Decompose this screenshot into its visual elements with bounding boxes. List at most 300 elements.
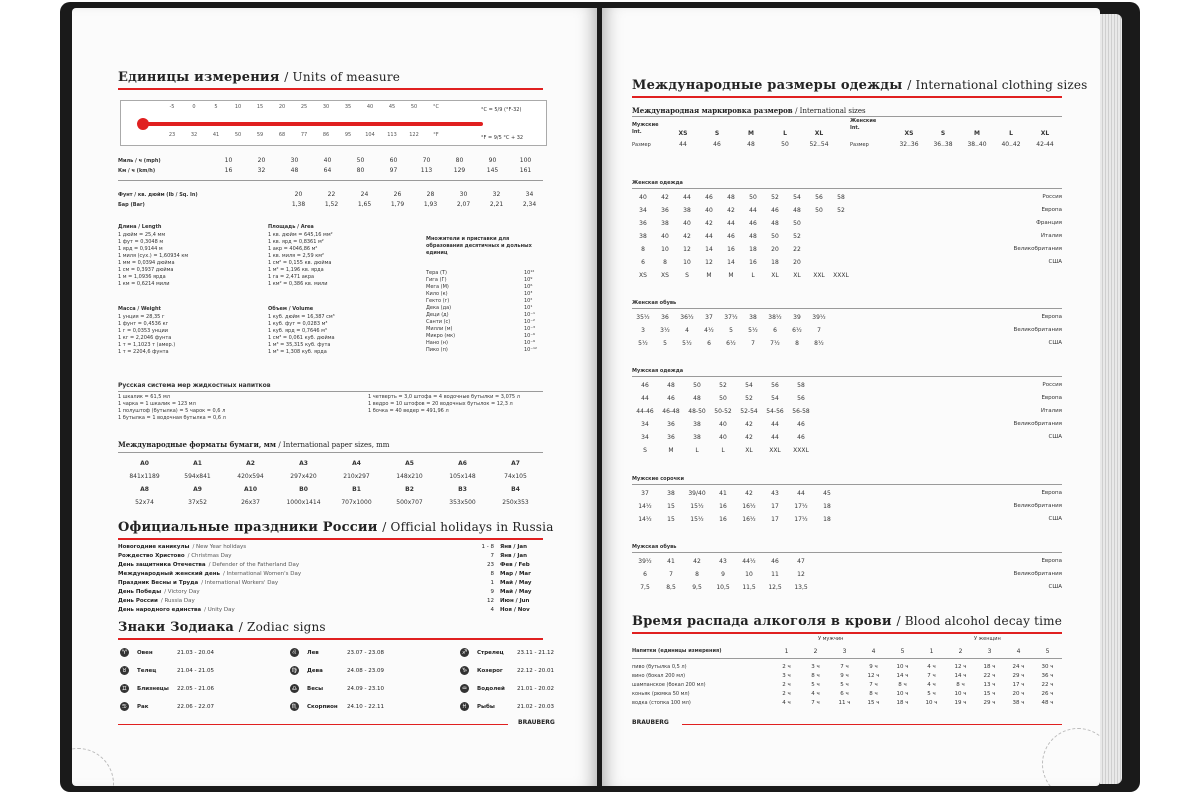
alcohol-cell: 20 ч [1012, 691, 1025, 697]
length-item: 1 мм = 0,0394 дюйма [118, 260, 175, 266]
zodiac-icon: ♑ [461, 667, 468, 674]
mshoe-cell: 43 [719, 558, 727, 565]
liquid-item: 1 чарка = 1 шкалик = 123 мл [118, 401, 196, 407]
male-value: 46 [713, 141, 721, 148]
alcohol-cell: 7 ч [927, 673, 936, 679]
alcohol-cell: 15 ч [983, 691, 996, 697]
men-cell: 38 [693, 421, 701, 428]
women-cell: 44 [683, 194, 691, 201]
kmh-value: 161 [519, 167, 532, 174]
paper-format: A3 [299, 460, 308, 467]
alcohol-weight: 5 [900, 648, 905, 655]
female-size: XL [1040, 130, 1050, 137]
men-cell: 58 [797, 382, 805, 389]
marking-title: Международная маркировка размеров / International sizes [632, 106, 866, 115]
units-divider [118, 88, 543, 90]
women-cell: M [728, 272, 734, 279]
women-cell [808, 220, 830, 227]
alcohol-cell: 3 ч [782, 673, 791, 679]
zodiac-dates: 23.11 - 21.12 [517, 649, 554, 656]
women-row [632, 207, 852, 214]
zodiac-icon: ♍ [291, 667, 298, 674]
zodiac-name: Весы [307, 685, 324, 692]
mshoe-country: Европа [1041, 558, 1062, 564]
alcohol-weight: 2 [813, 648, 818, 655]
mph-value: 30 [290, 157, 299, 164]
liquid-item: 1 бутылка = 1 водочная бутылка = 0,6 л [118, 415, 226, 421]
fahrenheit-tick: °F [433, 132, 439, 138]
men-cell: 50-52 [714, 408, 732, 415]
weight-item: 1 кг = 2,2046 фунта [118, 335, 172, 341]
mph-value: 40 [323, 157, 332, 164]
men-cell: 52 [745, 395, 753, 402]
zodiac-icon: ♏ [291, 703, 298, 710]
holiday-item [118, 544, 246, 550]
units-title: Единицы измерения / Units of measure [118, 70, 401, 85]
women-cell: 52 [837, 207, 845, 214]
zodiac-title: Знаки Зодиака / Zodiac signs [118, 620, 326, 635]
prefix-value: 10⁹ [524, 277, 533, 283]
women-cell: 38 [661, 220, 669, 227]
mph-row [212, 157, 542, 164]
mshoe-cell: 12 [797, 571, 805, 578]
shirt-cell: 17½ [794, 516, 808, 523]
alcohol-drink: шампанское (бокал 200 мл) [632, 682, 706, 688]
zodiac-dates: 24.09 - 23.10 [347, 685, 384, 692]
wshoe-cell [830, 327, 852, 334]
paper-format: A6 [458, 460, 467, 467]
fahrenheit-tick: 23 [168, 132, 176, 138]
shirt-cell: 14½ [638, 516, 652, 523]
women-cell: XXL [813, 272, 825, 279]
fahrenheit-tick: 95 [344, 132, 352, 138]
female-size: XS [904, 130, 914, 137]
alcohol-row [772, 673, 1062, 679]
holiday-name-en: / New Year holidays [192, 544, 247, 550]
mph-value: 60 [389, 157, 398, 164]
alcohol-cell: 24 ч [1012, 664, 1025, 670]
zodiac-item [120, 648, 214, 657]
women-row [632, 233, 852, 240]
men-row [632, 382, 814, 389]
holiday-name-en: / Russia Day [160, 598, 195, 604]
bottom-divider-left [118, 724, 508, 725]
alcohol-cell: 4 ч [927, 664, 936, 670]
holiday-name: Международный женский день [118, 571, 220, 577]
zodiac-name: Овен [137, 649, 153, 656]
men-cell: 40 [719, 434, 727, 441]
women-cell: 14 [727, 259, 735, 266]
shirt-cell: 43 [771, 490, 779, 497]
women-cell: 38 [683, 207, 691, 214]
zodiac-icon: ♎ [291, 685, 298, 692]
male-size: L [783, 130, 787, 137]
mshoe-cell: 39½ [638, 558, 652, 565]
men-cell: 54 [745, 382, 753, 389]
alcohol-cell: 29 ч [1012, 673, 1025, 679]
zodiac-name: Скорпион [307, 703, 338, 710]
celsius-tick: 5 [214, 104, 218, 110]
holiday-name-en: / International Women's Day [222, 571, 302, 577]
holiday-month: Июн / Jun [500, 598, 530, 604]
alcohol-cell: 5 ч [811, 682, 820, 688]
alcohol-header-divider [632, 658, 1062, 659]
clothing-title: Международные размеры одежды / International clothing sizes [632, 78, 1088, 93]
area-item: 1 кв. дюйм = 645,16 мм² [268, 232, 333, 238]
wshoe-country: США [1048, 340, 1062, 346]
fahrenheit-tick: 86 [322, 132, 330, 138]
male-values [666, 141, 836, 148]
area-item: 1 м² = 1,196 кв. ярда [268, 267, 324, 273]
men-cell: 42 [745, 434, 753, 441]
shirt-cell: 15½ [690, 516, 704, 523]
paper-size: 420x594 [237, 473, 264, 480]
women-cell: 42 [683, 233, 691, 240]
alcohol-cell: 10 ч [896, 691, 909, 697]
holiday-date: 1 [490, 580, 494, 586]
volume-item: 1 куб. дюйм = 16,387 см³ [268, 314, 335, 320]
weight-item: 1 т = 1,1023 т (амер.) [118, 342, 176, 348]
wshoe-cell: 7½ [770, 340, 780, 347]
length-item: 1 дюйм = 25,4 мм [118, 232, 166, 238]
men-cell: 38 [693, 434, 701, 441]
alcohol-cell: 36 ч [1041, 673, 1054, 679]
alcohol-cell: 18 ч [896, 700, 909, 706]
prefix-name: Санти (с) [426, 319, 451, 325]
prefix-value: 10⁻¹ [524, 312, 536, 318]
prefix-name: Дека (да) [426, 305, 452, 311]
zodiac-name: Телец [137, 667, 157, 674]
area-item: 1 акр = 4046,86 м² [268, 246, 318, 252]
wshoe-cell: 36 [661, 314, 669, 321]
volume-item: 1 куб. ярд = 0,7646 м³ [268, 328, 327, 334]
women-cell: 16 [727, 246, 735, 253]
female-value: 36..38 [933, 141, 953, 148]
shirt-cell: 16½ [742, 503, 756, 510]
shirt-cell: 18 [823, 516, 831, 523]
holiday-name-en: / Defender of the Fatherland Day [208, 562, 300, 568]
paper-title: Международные форматы бумаги, мм / International paper sizes, mm [118, 440, 390, 449]
area-item: 1 см² = 0,155 кв. дюйма [268, 260, 332, 266]
page-corner-perforation [72, 748, 114, 786]
holiday-item [118, 553, 232, 559]
mph-value: 100 [519, 157, 532, 164]
zodiac-item [120, 702, 214, 711]
alcohol-cell: 8 ч [869, 691, 878, 697]
mshoe-country: Великобритания [1013, 571, 1062, 577]
mshoe-row [632, 558, 814, 565]
men-title: Мужская одежда [632, 368, 684, 374]
wshoe-cell: 8 [795, 340, 799, 347]
men-cell: 34 [641, 434, 649, 441]
area-item: 1 га = 2,471 акра [268, 274, 315, 280]
celsius-tick: 40 [366, 104, 374, 110]
prefix-value: 10⁻⁶ [524, 333, 536, 339]
speed-divider [118, 180, 543, 181]
wshoe-row [632, 314, 852, 321]
women-cell: 44 [727, 220, 735, 227]
women-cell [808, 233, 830, 240]
kmh-row [212, 167, 542, 174]
alcohol-cell: 18 ч [983, 664, 996, 670]
prefix-name: Нано (н) [426, 340, 448, 346]
paper-format: A4 [352, 460, 361, 467]
psi-value: 26 [393, 191, 402, 198]
bar-row [282, 201, 546, 208]
wshoe-cell: 4 [685, 327, 689, 334]
length-list [118, 232, 188, 288]
alcohol-weight: 3 [987, 648, 992, 655]
alcohol-cell: 22 ч [983, 673, 996, 679]
paper-size: 105x148 [449, 473, 476, 480]
male-value: 52..54 [809, 141, 829, 148]
alcohol-title: Время распада алкоголя в крови / Blood alcohol decay time [632, 614, 1063, 629]
men-cell: 52 [719, 382, 727, 389]
weight-title: Масса / Weight [118, 306, 161, 312]
volume-item: 1 см³ = 0,061 куб. дюйма [268, 335, 335, 341]
fahrenheit-tick: 32 [190, 132, 198, 138]
men-row [632, 408, 814, 415]
alcohol-cell: 13 ч [983, 682, 996, 688]
women-cell: 10 [661, 246, 669, 253]
men-cell: XXXL [793, 447, 809, 454]
wshoe-country: Великобритания [1013, 327, 1062, 333]
zodiac-item [460, 684, 554, 693]
alcohol-cell: 10 ч [925, 700, 938, 706]
length-item: 1 ярд = 0,9144 м [118, 246, 163, 252]
wshoe-cell: 39½ [812, 314, 826, 321]
zodiac-item [290, 648, 384, 657]
female-value: 32..36 [899, 141, 919, 148]
women-cell: 36 [661, 207, 669, 214]
prefix-name: Милли (м) [426, 326, 453, 332]
zodiac-icon: ♈ [121, 649, 128, 656]
wshoe-cell: 7 [817, 327, 821, 334]
women-cell: 50 [815, 207, 823, 214]
clothing-divider [632, 96, 1062, 98]
area-title: Площадь / Area [268, 224, 314, 230]
men-row [632, 434, 814, 441]
paper-row-3 [118, 486, 542, 493]
kmh-value: 145 [486, 167, 499, 174]
celsius-tick: 35 [344, 104, 352, 110]
volume-list [268, 314, 335, 356]
mshoe-cell: 11 [771, 571, 779, 578]
celsius-tick: 15 [256, 104, 264, 110]
celsius-tick: 30 [322, 104, 330, 110]
shirt-cell: 17½ [794, 503, 808, 510]
holiday-name-en: / Unity Day [204, 607, 235, 613]
alcohol-cell: 2 ч [782, 691, 791, 697]
zodiac-dates: 23.07 - 23.08 [347, 649, 384, 656]
wshoe-cell: 6½ [726, 340, 736, 347]
alcohol-cell: 9 ч [840, 673, 849, 679]
women-cell: S [685, 272, 689, 279]
liquid-title: Русская система мер жидкостных напитков [118, 382, 271, 389]
mshoe-country: США [1048, 584, 1062, 590]
mph-label: Миль / ч (mph) [118, 158, 161, 164]
women-row [632, 246, 852, 253]
men-country: Великобритания [1013, 421, 1062, 427]
celsius-tick: 45 [388, 104, 396, 110]
mshoe-cell: 8,5 [666, 584, 676, 591]
zodiac-dates: 24.10 - 22.11 [347, 703, 384, 710]
men-cell: 46 [641, 382, 649, 389]
women-cell: 46 [727, 233, 735, 240]
holiday-month: Май / May [500, 580, 532, 586]
mshoe-cell: 41 [667, 558, 675, 565]
brand-logo-right: BRAUBERG [632, 719, 669, 726]
men-cell: 50 [719, 395, 727, 402]
liquid-item: 1 ведро = 10 штофов = 20 водочных бутылок = 12,3 л [368, 401, 513, 407]
men-cell: 46 [797, 421, 805, 428]
zodiac-dates: 21.04 - 21.05 [177, 667, 214, 674]
women-cell [830, 246, 852, 253]
male-sizes [666, 130, 836, 137]
bar-value: 2,07 [456, 201, 471, 208]
zodiac-dates: 21.01 - 20.02 [517, 685, 554, 692]
men-cell: S [643, 447, 647, 454]
wshoe-cell: 36½ [680, 314, 694, 321]
alcohol-row [772, 700, 1062, 706]
women-row [632, 272, 852, 279]
men-cell: L [721, 447, 725, 454]
shirt-title: Мужские сорочки [632, 476, 684, 482]
holiday-item [118, 571, 301, 577]
zodiac-item [460, 648, 554, 657]
mshoe-row [632, 584, 814, 591]
mshoe-cell: 6 [643, 571, 647, 578]
women-cell: XS [639, 272, 647, 279]
fahrenheit-tick: 50 [234, 132, 242, 138]
alcohol-divider [632, 632, 1062, 634]
mshoe-cell: 7,5 [640, 584, 650, 591]
men-cell: 40 [719, 421, 727, 428]
wshoe-cell: 5½ [682, 340, 692, 347]
mshoe-cell: 10,5 [716, 584, 730, 591]
wshoe-cell: 5½ [638, 340, 648, 347]
mshoe-cell: 46 [771, 558, 779, 565]
paper-size: 500x707 [396, 499, 423, 506]
women-divider [632, 188, 1062, 189]
holiday-name-en: / Christmas Day [187, 553, 232, 559]
volume-item: 1 м³ = 1,308 куб. ярда [268, 349, 327, 355]
bar-value: 1,79 [390, 201, 405, 208]
holiday-name: День народного единства [118, 607, 202, 613]
shirt-cell: 18 [823, 503, 831, 510]
women-cell: XL [771, 272, 779, 279]
wshoe-cell: 5 [663, 340, 667, 347]
wshoe-cell: 38½ [768, 314, 782, 321]
alcohol-weight: 4 [871, 648, 876, 655]
women-cell: 38 [639, 233, 647, 240]
men-cell: 48-50 [688, 408, 706, 415]
shirt-cell: 37 [641, 490, 649, 497]
wshoe-cell: 6½ [792, 327, 802, 334]
men-country: Россия [1042, 382, 1062, 388]
psi-value: 30 [459, 191, 468, 198]
men-row [632, 395, 814, 402]
zodiac-dates: 21.03 - 20.04 [177, 649, 214, 656]
prefix-name: Пико (п) [426, 347, 448, 353]
psi-value: 22 [327, 191, 336, 198]
holiday-month: Фев / Feb [500, 562, 530, 568]
zodiac-dates: 21.02 - 20.03 [517, 703, 554, 710]
prefix-name: Мега (М) [426, 284, 449, 290]
mshoe-divider [632, 552, 1062, 553]
women-cell: 50 [771, 233, 779, 240]
paper-format: A10 [244, 486, 257, 493]
paper-size: 37x52 [188, 499, 207, 506]
liquid-divider [118, 391, 543, 392]
fahrenheit-tick: 77 [300, 132, 308, 138]
area-list [268, 232, 333, 288]
wshoe-cell: 37 [705, 314, 713, 321]
kmh-value: 32 [257, 167, 266, 174]
women-country: Европа [1041, 207, 1062, 213]
celsius-tick: 0 [192, 104, 196, 110]
shirt-row [632, 503, 840, 510]
women-country: Италия [1040, 233, 1062, 239]
zodiac-item [460, 702, 554, 711]
area-item: 1 кв. ярд = 0,8361 м² [268, 239, 324, 245]
women-cell: 40 [705, 207, 713, 214]
women-cell: 58 [837, 194, 845, 201]
alcohol-cell: 8 ч [898, 682, 907, 688]
mshoe-cell: 42 [693, 558, 701, 565]
wshoe-cell: 4½ [704, 327, 714, 334]
paper-size: 210x297 [343, 473, 370, 480]
prefix-name: Микро (мк) [426, 333, 456, 339]
mph-value: 10 [224, 157, 233, 164]
prefix-value: 10⁻⁹ [524, 340, 536, 346]
right-page [602, 8, 1100, 786]
women-cell [830, 259, 852, 266]
men-cell: 56-58 [792, 408, 810, 415]
alcohol-cell: 26 ч [1041, 691, 1054, 697]
mshoe-cell: 10 [745, 571, 753, 578]
celsius-tick: 50 [410, 104, 418, 110]
men-cell: 46 [667, 395, 675, 402]
paper-size: 594x841 [184, 473, 211, 480]
men-cell: 34 [641, 421, 649, 428]
male-size: S [714, 130, 720, 137]
zodiac-icon: ♊ [121, 685, 128, 692]
paper-format: B4 [511, 486, 520, 493]
alcohol-cell: 2 ч [782, 682, 791, 688]
women-cell: XXXL [833, 272, 849, 279]
celsius-tick: °C [433, 104, 439, 110]
mshoe-cell: 9,5 [692, 584, 702, 591]
zodiac-name: Стрелец [477, 649, 504, 656]
women-cell: 48 [749, 233, 757, 240]
women-cell: 52 [771, 194, 779, 201]
alcohol-cell: 14 ч [954, 673, 967, 679]
shirt-country: Великобритания [1013, 503, 1062, 509]
female-size: S [940, 130, 946, 137]
zodiac-name: Лев [307, 649, 319, 656]
mph-value: 70 [422, 157, 431, 164]
page-edges [1100, 14, 1122, 784]
alcohol-cell: 10 ч [954, 691, 967, 697]
mshoe-title: Мужская обувь [632, 544, 677, 550]
bottom-divider-right [682, 724, 1062, 725]
women-cell: 50 [793, 220, 801, 227]
women-cell [808, 259, 830, 266]
alcohol-cell: 19 ч [954, 700, 967, 706]
wshoe-cell: 3 [641, 327, 645, 334]
men-cell: 44 [641, 395, 649, 402]
